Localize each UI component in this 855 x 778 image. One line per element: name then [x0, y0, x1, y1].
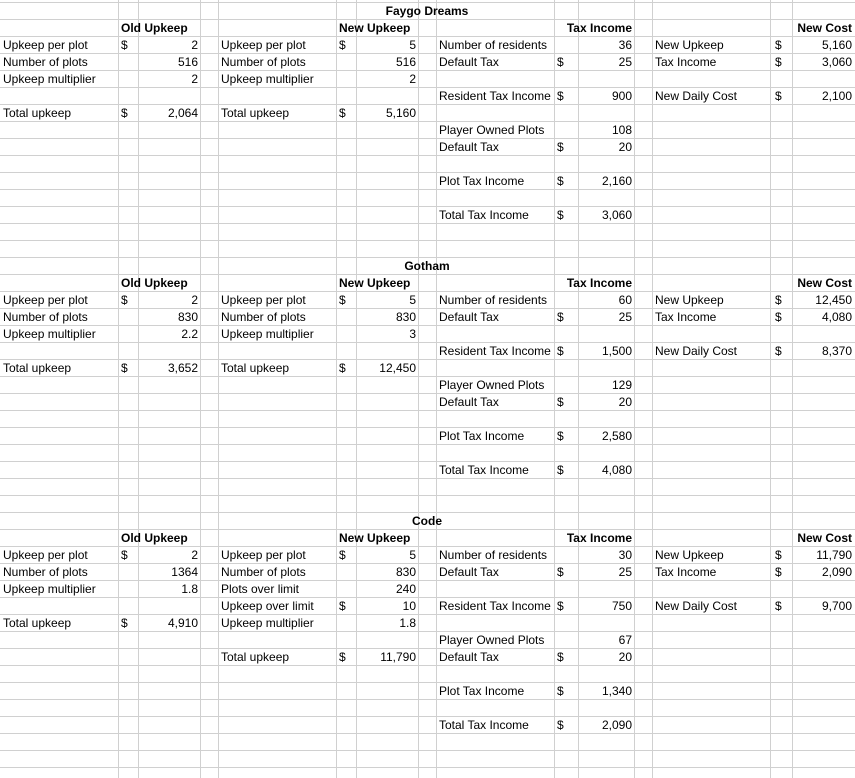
old-row-value[interactable]: 2.2	[181, 327, 198, 341]
new-row-label[interactable]: Number of plots	[221, 55, 306, 69]
tax-row-value[interactable]: 60	[618, 293, 632, 307]
tax-row-label[interactable]: Resident Tax Income	[439, 599, 551, 613]
column-gridline	[652, 0, 653, 778]
new-row-value[interactable]: 5	[409, 293, 416, 307]
cost-header[interactable]: New Cost	[797, 276, 852, 290]
new-row-label[interactable]: Number of plots	[221, 565, 306, 579]
cost-row-label[interactable]: Tax Income	[655, 565, 717, 579]
column-gridline	[634, 0, 635, 778]
new-row-value[interactable]: 5	[409, 548, 416, 562]
old-row-value[interactable]: 3,652	[167, 361, 198, 375]
row-gridline	[0, 767, 855, 768]
old-row-currency[interactable]: $	[121, 106, 128, 120]
row-gridline	[0, 240, 855, 241]
cost-row-label[interactable]: New Daily Cost	[655, 89, 738, 103]
tax-header[interactable]: Tax Income	[566, 21, 632, 35]
tax-row-value[interactable]: 900	[611, 89, 632, 103]
tax-row-label[interactable]: Resident Tax Income	[439, 344, 551, 358]
tax-row-currency[interactable]: $	[557, 140, 564, 154]
old-header[interactable]: Old Upkeep	[121, 531, 188, 545]
cost-header[interactable]: New Cost	[797, 531, 852, 545]
old-row-label[interactable]: Upkeep multiplier	[3, 327, 96, 341]
cost-row-currency[interactable]: $	[775, 89, 782, 103]
cost-row-currency[interactable]: $	[775, 565, 782, 579]
tax-row-currency[interactable]: $	[557, 395, 564, 409]
cost-row-value[interactable]: 2,100	[821, 89, 852, 103]
tax-row-label[interactable]: Player Owned Plots	[439, 123, 545, 137]
old-row-value[interactable]: 2	[191, 38, 198, 52]
new-row-value[interactable]: 5,160	[385, 106, 416, 120]
row-gridline	[0, 478, 855, 479]
new-row-value[interactable]: 5	[409, 38, 416, 52]
tax-row-currency[interactable]: $	[557, 344, 564, 358]
tax-row-label[interactable]: Total Tax Income	[439, 463, 529, 477]
old-row-currency[interactable]: $	[121, 293, 128, 307]
row-gridline	[0, 138, 855, 139]
new-row-label[interactable]: Total upkeep	[221, 650, 290, 664]
new-row-value[interactable]: 516	[395, 55, 416, 69]
new-header[interactable]: New Upkeep	[339, 531, 411, 545]
tax-row-value[interactable]: 2,160	[601, 174, 632, 188]
old-row-label[interactable]: Upkeep per plot	[3, 548, 88, 562]
row-gridline	[0, 410, 855, 411]
old-row-label[interactable]: Number of plots	[3, 55, 88, 69]
new-row-currency[interactable]: $	[339, 361, 346, 375]
row-gridline	[0, 648, 855, 649]
tax-row-label[interactable]: Player Owned Plots	[439, 633, 545, 647]
old-header[interactable]: Old Upkeep	[121, 21, 188, 35]
row-gridline	[0, 155, 855, 156]
old-row-label[interactable]: Upkeep per plot	[3, 293, 88, 307]
column-gridline	[770, 0, 771, 778]
tax-row-currency[interactable]: $	[557, 429, 564, 443]
row-gridline	[0, 223, 855, 224]
cost-row-currency[interactable]: $	[775, 55, 782, 69]
cost-row-label[interactable]: New Daily Cost	[655, 344, 738, 358]
cost-row-label[interactable]: New Upkeep	[655, 548, 724, 562]
new-row-currency[interactable]: $	[339, 293, 346, 307]
tax-row-currency[interactable]: $	[557, 684, 564, 698]
cost-row-currency[interactable]: $	[775, 599, 782, 613]
row-gridline	[0, 427, 855, 428]
old-row-label[interactable]: Upkeep multiplier	[3, 582, 96, 596]
new-row-value[interactable]: 2	[409, 72, 416, 86]
tax-row-label[interactable]: Total Tax Income	[439, 208, 529, 222]
tax-row-label[interactable]: Resident Tax Income	[439, 89, 551, 103]
old-row-currency[interactable]: $	[121, 38, 128, 52]
cost-row-currency[interactable]: $	[775, 548, 782, 562]
new-row-label[interactable]: Upkeep multiplier	[221, 72, 314, 86]
column-gridline	[118, 0, 119, 778]
tax-row-value[interactable]: 20	[618, 650, 632, 664]
tax-row-currency[interactable]: $	[557, 599, 564, 613]
new-row-value[interactable]: 10	[402, 599, 416, 613]
section-title[interactable]: Code	[412, 514, 442, 528]
cost-row-value[interactable]: 12,450	[815, 293, 852, 307]
old-row-label[interactable]: Total upkeep	[3, 361, 72, 375]
new-row-label[interactable]: Upkeep per plot	[221, 38, 306, 52]
old-row-label[interactable]: Total upkeep	[3, 106, 72, 120]
cost-row-currency[interactable]: $	[775, 310, 782, 324]
new-row-label[interactable]: Upkeep over limit	[221, 599, 314, 613]
old-row-currency[interactable]: $	[121, 616, 128, 630]
new-row-currency[interactable]: $	[339, 548, 346, 562]
old-row-label[interactable]: Number of plots	[3, 310, 88, 324]
new-row-label[interactable]: Upkeep per plot	[221, 293, 306, 307]
row-gridline	[0, 172, 855, 173]
new-row-label[interactable]: Upkeep per plot	[221, 548, 306, 562]
tax-row-value[interactable]: 25	[618, 55, 632, 69]
old-row-label[interactable]: Upkeep multiplier	[3, 72, 96, 86]
tax-row-label[interactable]: Plot Tax Income	[439, 429, 525, 443]
tax-row-currency[interactable]: $	[557, 310, 564, 324]
column-gridline	[436, 0, 437, 778]
tax-row-value[interactable]: 1,500	[601, 344, 632, 358]
tax-row-label[interactable]: Plot Tax Income	[439, 174, 525, 188]
cost-row-label[interactable]: New Upkeep	[655, 293, 724, 307]
old-row-value[interactable]: 1364	[171, 565, 198, 579]
tax-row-currency[interactable]: $	[557, 718, 564, 732]
column-gridline	[554, 0, 555, 778]
tax-row-label[interactable]: Default Tax	[439, 650, 499, 664]
cost-row-currency[interactable]: $	[775, 293, 782, 307]
tax-row-value[interactable]: 25	[618, 310, 632, 324]
cost-row-value[interactable]: 9,700	[821, 599, 852, 613]
new-row-value[interactable]: 1.8	[399, 616, 416, 630]
row-gridline	[0, 461, 855, 462]
new-row-value[interactable]: 830	[395, 565, 416, 579]
cost-row-value[interactable]: 4,080	[821, 310, 852, 324]
tax-row-currency[interactable]: $	[557, 174, 564, 188]
tax-header[interactable]: Tax Income	[566, 276, 632, 290]
cost-row-label[interactable]: Tax Income	[655, 310, 717, 324]
old-row-value[interactable]: 2	[191, 548, 198, 562]
column-gridline	[200, 0, 201, 778]
cost-row-currency[interactable]: $	[775, 38, 782, 52]
tax-row-value[interactable]: 129	[611, 378, 632, 392]
tax-row-label[interactable]: Default Tax	[439, 565, 499, 579]
tax-row-value[interactable]: 4,080	[601, 463, 632, 477]
new-row-label[interactable]: Upkeep multiplier	[221, 327, 314, 341]
row-gridline	[0, 206, 855, 207]
cost-row-value[interactable]: 8,370	[821, 344, 852, 358]
old-row-value[interactable]: 2	[191, 72, 198, 86]
column-gridline	[218, 0, 219, 778]
cost-row-currency[interactable]: $	[775, 344, 782, 358]
new-row-label[interactable]: Number of plots	[221, 310, 306, 324]
section-title[interactable]: Gotham	[404, 259, 450, 273]
old-row-value[interactable]: 4,910	[167, 616, 198, 630]
tax-row-label[interactable]: Default Tax	[439, 140, 499, 154]
cost-row-label[interactable]: Tax Income	[655, 55, 717, 69]
new-row-value[interactable]: 3	[409, 327, 416, 341]
old-row-value[interactable]: 830	[177, 310, 198, 324]
tax-row-label[interactable]: Default Tax	[439, 55, 499, 69]
new-row-label[interactable]: Upkeep multiplier	[221, 616, 314, 630]
tax-row-value[interactable]: 20	[618, 395, 632, 409]
tax-row-label[interactable]: Total Tax Income	[439, 718, 529, 732]
tax-row-label[interactable]: Default Tax	[439, 310, 499, 324]
new-row-currency[interactable]: $	[339, 106, 346, 120]
new-row-currency[interactable]: $	[339, 650, 346, 664]
cost-header[interactable]: New Cost	[797, 21, 852, 35]
tax-row-label[interactable]: Number of residents	[439, 293, 548, 307]
row-gridline	[0, 393, 855, 394]
old-row-label[interactable]: Number of plots	[3, 565, 88, 579]
tax-row-currency[interactable]: $	[557, 208, 564, 222]
new-row-currency[interactable]: $	[339, 38, 346, 52]
tax-row-value[interactable]: 108	[611, 123, 632, 137]
tax-row-value[interactable]: 2,090	[601, 718, 632, 732]
old-header[interactable]: Old Upkeep	[121, 276, 188, 290]
tax-row-value[interactable]: 2,580	[601, 429, 632, 443]
tax-row-value[interactable]: 30	[618, 548, 632, 562]
old-row-label[interactable]: Total upkeep	[3, 616, 72, 630]
old-row-currency[interactable]: $	[121, 361, 128, 375]
new-row-currency[interactable]: $	[339, 599, 346, 613]
column-gridline	[418, 0, 419, 778]
tax-row-value[interactable]: 1,340	[601, 684, 632, 698]
cost-row-value[interactable]: 2,090	[821, 565, 852, 579]
tax-header[interactable]: Tax Income	[566, 531, 632, 545]
tax-row-label[interactable]: Player Owned Plots	[439, 378, 545, 392]
cost-row-value[interactable]: 5,160	[821, 38, 852, 52]
new-header[interactable]: New Upkeep	[339, 276, 411, 290]
tax-row-currency[interactable]: $	[557, 565, 564, 579]
row-gridline	[0, 699, 855, 700]
new-row-label[interactable]: Plots over limit	[221, 582, 300, 596]
row-gridline	[0, 495, 855, 496]
cost-row-label[interactable]: New Upkeep	[655, 38, 724, 52]
row-gridline	[0, 189, 855, 190]
new-row-value[interactable]: 12,450	[379, 361, 416, 375]
cost-row-value[interactable]: 11,790	[816, 548, 852, 562]
tax-row-label[interactable]: Number of residents	[439, 38, 548, 52]
new-row-label[interactable]: Total upkeep	[221, 106, 290, 120]
tax-row-label[interactable]: Number of residents	[439, 548, 548, 562]
old-row-value[interactable]: 516	[177, 55, 198, 69]
tax-row-value[interactable]: 67	[618, 633, 632, 647]
column-gridline	[792, 0, 793, 778]
old-row-value[interactable]: 2,064	[167, 106, 198, 120]
new-row-value[interactable]: 240	[395, 582, 416, 596]
tax-row-value[interactable]: 20	[618, 140, 632, 154]
column-gridline	[336, 0, 337, 778]
old-row-value[interactable]: 1.8	[181, 582, 198, 596]
tax-row-currency[interactable]: $	[557, 650, 564, 664]
new-row-value[interactable]: 830	[395, 310, 416, 324]
section-title[interactable]: Faygo Dreams	[385, 4, 469, 18]
tax-row-value[interactable]: 750	[611, 599, 632, 613]
row-gridline	[0, 682, 855, 683]
tax-row-currency[interactable]: $	[557, 55, 564, 69]
row-gridline	[0, 733, 855, 734]
tax-row-label[interactable]: Default Tax	[439, 395, 499, 409]
cost-row-value[interactable]: 3,060	[821, 55, 852, 69]
new-row-value[interactable]: 11,790	[380, 650, 416, 664]
old-row-currency[interactable]: $	[121, 548, 128, 562]
new-row-label[interactable]: Total upkeep	[221, 361, 290, 375]
tax-row-value[interactable]: 25	[618, 565, 632, 579]
cost-row-label[interactable]: New Daily Cost	[655, 599, 738, 613]
old-row-label[interactable]: Upkeep per plot	[3, 38, 88, 52]
tax-row-value[interactable]: 36	[618, 38, 632, 52]
row-gridline	[0, 716, 855, 717]
row-gridline	[0, 444, 855, 445]
old-row-value[interactable]: 2	[191, 293, 198, 307]
new-header[interactable]: New Upkeep	[339, 21, 411, 35]
tax-row-label[interactable]: Plot Tax Income	[439, 684, 525, 698]
tax-row-value[interactable]: 3,060	[601, 208, 632, 222]
row-gridline	[0, 665, 855, 666]
row-gridline	[0, 750, 855, 751]
tax-row-currency[interactable]: $	[557, 463, 564, 477]
tax-row-currency[interactable]: $	[557, 89, 564, 103]
